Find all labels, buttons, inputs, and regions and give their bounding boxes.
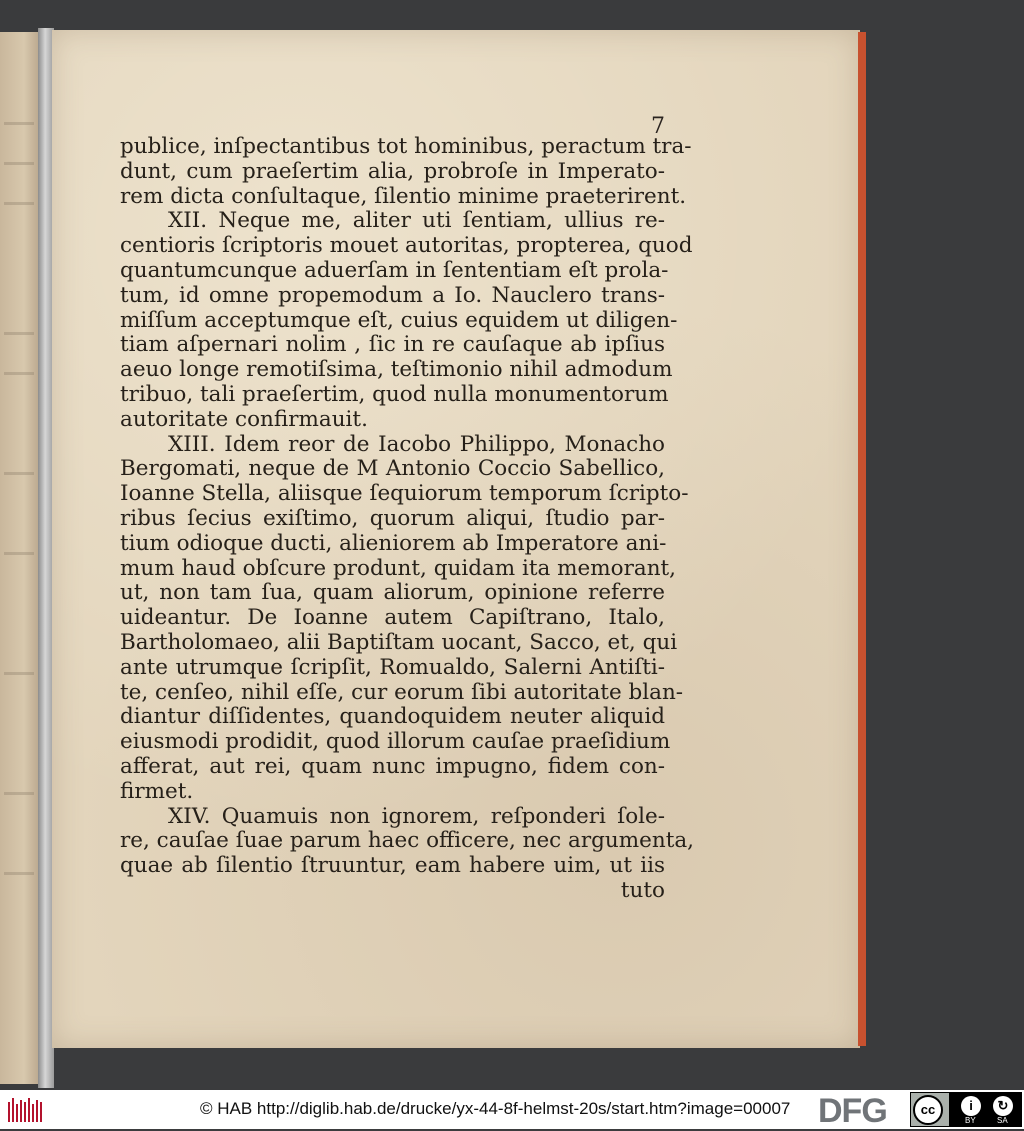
text-line: diantur diſſidentes, quandoquidem neuter aliquid — [120, 704, 665, 730]
page-edge — [858, 32, 866, 1046]
by-label: BY — [965, 1116, 976, 1125]
cc-license-badge[interactable] — [910, 1092, 1022, 1127]
text-line: XII. Neque me, aliter uti ſentiam, ullius re- — [168, 208, 665, 234]
text-line: XIII. Idem reor de Iacobo Philippo, Monacho — [168, 431, 665, 457]
citation-link[interactable]: © HAB http://diglib.hab.de/drucke/yx-44-8f-helmst-20s/start.htm?image=00007 — [200, 1099, 791, 1118]
text-line: tum, id omne propemodum a Io. Nauclero trans- — [120, 282, 665, 308]
text-line: afferat, aut rei, quam nunc impugno, fidem con- — [120, 753, 665, 779]
text-line: miſſum acceptumque eſt, cuius equidem ut diligen- — [120, 307, 678, 333]
text-line: centioris ſcriptoris mouet autoritas, propterea, quod — [120, 233, 693, 259]
text-line: quae ab ſilentio ſtruuntur, eam habere uim, ut iis — [120, 853, 665, 879]
text-line: tuto — [620, 877, 665, 903]
text-line: tium odioque ducti, alieniorem ab Imperatore ani- — [120, 530, 667, 556]
footer-bar — [0, 1090, 1024, 1129]
text-line: autoritate confirmauit. — [120, 406, 368, 432]
text-line: rem dicta conſultaque, ſilentio minime praeterirent. — [120, 183, 687, 209]
text-line: re, cauſae ſuae parum haec officere, nec argumenta, — [120, 828, 695, 854]
text-line: XIV. Quamuis non ignorem, reſponderi ſole- — [168, 803, 665, 829]
text-line: tribuo, tali praeſertim, quod nulla monumentorum — [120, 381, 669, 407]
share-alike-icon: ↻ — [993, 1096, 1013, 1116]
text-line: aeuo longe remotiſsima, teſtimonio nihil admodum — [120, 357, 673, 383]
hab-logo-icon — [6, 1096, 46, 1124]
previous-page-edge — [0, 32, 40, 1084]
text-line: tiam aſpernari nolim , ſic in re cauſaque ab ipſius — [120, 332, 665, 358]
attribution-icon: i — [961, 1096, 981, 1116]
sa-label: SA — [997, 1116, 1008, 1125]
text-line: ante utrumque ſcripſit, Romualdo, Salerni Antiſti- — [120, 654, 665, 680]
text-line: Bartholomaeo, alii Baptiſtam uocant, Sacco, et, qui — [120, 629, 678, 655]
text-line: eiusmodi prodidit, quod illorum cauſae praeſidium — [120, 729, 671, 755]
cc-icon: cc — [913, 1095, 943, 1125]
text-line: dunt, cum praeſertim alia, probroſe in Imperato- — [120, 158, 665, 184]
text-line: ribus ſecius exiſtimo, quorum aliqui, ſtudio par- — [120, 505, 665, 531]
text-line: ut, non tam ſua, quam aliorum, opinione referre — [120, 580, 665, 606]
page-text-block — [120, 134, 695, 904]
text-line: te, cenſeo, nihil eſſe, cur eorum ſibi autoritate blan- — [120, 679, 684, 705]
text-line: publice, inſpectantibus tot hominibus, peractum tra- — [120, 134, 692, 159]
text-line: firmet. — [120, 778, 194, 804]
text-line: Bergomati, neque de M Antonio Coccio Sabellico, — [120, 456, 665, 482]
text-line: quantumcunque aduerſam in ſententiam eſt prola- — [120, 257, 669, 283]
dfg-logo: DFG — [818, 1092, 887, 1130]
text-line: mum haud obſcure produnt, quidam ita memorant, — [120, 555, 677, 581]
text-line: Ioanne Stella, aliisque ſequiorum temporum ſcripto- — [120, 481, 689, 507]
text-line: uideantur. De Ioanne autem Capiſtrano, Italo, — [120, 605, 665, 631]
page-number: 7 — [651, 114, 665, 139]
